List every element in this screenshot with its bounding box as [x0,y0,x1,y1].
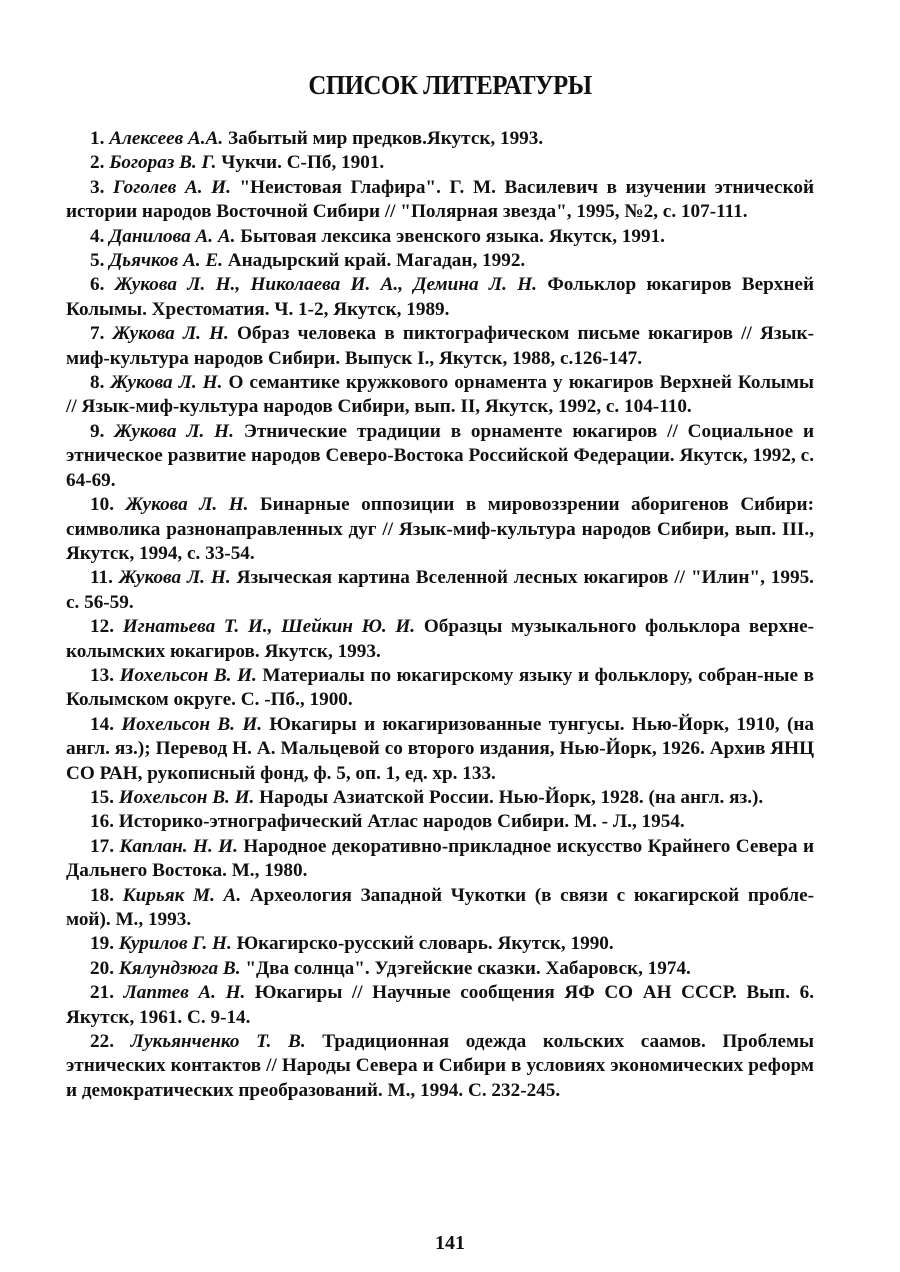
reference-author: Жукова Л. Н. [112,323,229,345]
reference-text: Фольклор юкагиров Верхней Колымы. Хрестоматия. Ч. 1-2, Якутск, 1989. [66,274,815,320]
reference-item [66,566,814,615]
reference-author: Лаптев А. Н. [123,982,246,1004]
reference-text: Этнические традиции в орнаменте юкагиров // Социальное и этническое развитие народов Северо-Востока Российской Федерации. Якутск, 1992, с. 64-69. [66,420,815,491]
reference-number: 2. [90,152,105,174]
reference-number: 14. [90,713,114,735]
reference-item [66,810,814,834]
reference-text: О семантике кружкового орнамента у юкагиров Верхней Колымы // Язык-миф-культура народов Сибири, вып. II, Якутск, 1992, с. 104-110. [66,372,815,418]
reference-text: Бинарные оппозиции в мировоззрении аборигенов Сибири: символика разнонаправленных дуг // Язык-миф-культура народов Сибири, вып. III., Якутск, 1994, с. 33-54. [66,494,814,564]
reference-author: Гоголев А. И. [113,176,231,198]
reference-item [66,225,814,249]
reference-text: Забытый мир предков.Якутск, 1993. [228,128,544,149]
reference-text: Археология Западной Чукотки (в связи с юкагирской пробле-мой). М., 1993. [66,884,815,930]
reference-number: 13. [90,664,114,686]
reference-number: 19. [90,933,114,955]
reference-number: 1. [90,128,105,149]
reference-number: 22. [90,1031,114,1053]
reference-text: Языческая картина Вселенной лесных юкагиров // "Илин", 1995. с. 56-59. [66,567,814,613]
reference-author: Кирьяк М. А. [122,884,242,906]
reference-item [66,1030,814,1103]
reference-list [66,127,814,1103]
reference-text: Чукчи. С-Пб, 1901. [221,152,385,174]
reference-author: Иохельсон В. И. [121,713,263,735]
reference-author: Лукьянченко Т. В. [130,1031,306,1053]
reference-author: Жукова Л. Н. [114,420,234,442]
reference-text: Юкагиры и юкагиризованные тунгусы. Нью-Йорк, 1910, (на англ. яз.); Перевод Н. А. Мальцевой со второго издания, Нью-Йорк, 1926. Архив ЯНЦ СО РАН, рукописный фонд, ф. 5, оп. 1, ед. хр. 133. [66,713,814,784]
reference-item [66,493,814,566]
reference-item [66,420,814,493]
reference-item [66,249,814,273]
reference-item [66,273,814,322]
reference-text: Анадырский край. Магадан, 1992. [227,250,526,272]
reference-item [66,151,814,175]
reference-item [66,371,814,420]
reference-number: 15. [90,786,114,808]
reference-author: Курилов Г. Н. [118,933,232,955]
reference-text: Народы Азиатской России. Нью-Йорк, 1928. (на англ. яз.). [259,786,764,808]
reference-author: Жукова Л. Н., Николаева И. А., Демина Л. Н. [114,274,537,296]
reference-item [66,932,814,956]
reference-number: 7. [90,323,105,345]
reference-author: Каплан. Н. И. [119,835,238,857]
reference-text: Образцы музыкального фольклора верхне-колымских юкагиров. Якутск, 1993. [66,616,815,662]
reference-text: Юкагирско-русский словарь. Якутск, 1990. [236,933,614,955]
reference-number: 18. [90,884,114,906]
reference-author: Жукова Л. Н. [118,567,231,589]
reference-text: Традиционная одежда кольских саамов. Проблемы этнических контактов // Народы Севера и Сибири в условиях экономических реформ и демократических преобразований. М., 1994. С. 232-245. [66,1031,815,1101]
reference-author: Иохельсон В. И. [119,664,257,686]
reference-number: 21. [90,982,114,1004]
page-number: 141 [435,1232,465,1254]
reference-text: "Неистовая Глафира". Г. М. Василевич в изучении этнической истории народов Восточной Сибири // "Полярная звезда", 1995, №2, с. 107-111. [66,176,815,223]
reference-item [66,176,814,225]
reference-item [66,322,814,371]
reference-item [66,884,814,933]
reference-item [66,957,814,981]
reference-author: Дьячков А. Е. [109,250,223,272]
reference-number: 16. [90,811,114,833]
reference-author: Иохельсон В. И. [118,786,255,808]
reference-text: Историко-этнографический Атлас народов Сибири. М. - Л., 1954. [118,811,685,833]
reference-text: Материалы по юкагирскому языку и фольклору, собран-ные в Колымском округе. С. -Пб., 1900. [66,664,815,711]
reference-number: 5. [90,250,105,272]
reference-text: Образ человека в пиктографическом письме юкагиров // Язык-миф-культура народов Сибири. Выпуск I., Якутск, 1988, с.126-147. [66,323,814,369]
reference-text: Бытовая лексика эвенского языка. Якутск, 1991. [240,225,665,247]
reference-text: "Два солнца". Удэгейские сказки. Хабаровск, 1974. [245,957,691,979]
reference-item [66,664,814,713]
reference-number: 20. [90,957,114,979]
reference-number: 6. [90,274,105,296]
reference-author: Жукова Л. Н. [125,494,249,516]
reference-number: 10. [90,494,114,516]
reference-number: 17. [90,835,114,857]
reference-author: Жукова Л. Н. [110,372,223,394]
reference-number: 12. [90,616,114,638]
reference-number: 9. [90,420,105,442]
reference-number: 11. [90,567,113,589]
reference-item [66,981,814,1030]
reference-item [66,615,814,664]
reference-number: 3. [90,176,105,198]
reference-item [66,713,814,786]
page-title: СПИСОК ЛИТЕРАТУРЫ [308,70,592,100]
reference-author: Данилова А. А. [109,225,236,247]
reference-text: Народное декоративно-прикладное искусство Крайнего Севера и Дальнего Востока. М., 1980. [66,835,815,882]
reference-number: 4. [90,225,105,247]
reference-item [66,835,814,884]
reference-author: Кялундзюга В. [118,957,241,979]
reference-number: 8. [90,372,105,394]
reference-author: Алексеев А.А. [109,128,224,149]
reference-text: Юкагиры // Научные сообщения ЯФ СО АН СССР. Вып. 6. Якутск, 1961. С. 9-14. [66,982,815,1028]
reference-item [66,786,814,810]
reference-item [66,127,814,151]
reference-author: Богораз В. Г. [109,152,217,174]
reference-author: Игнатьева Т. И., Шейкин Ю. И. [122,616,416,638]
